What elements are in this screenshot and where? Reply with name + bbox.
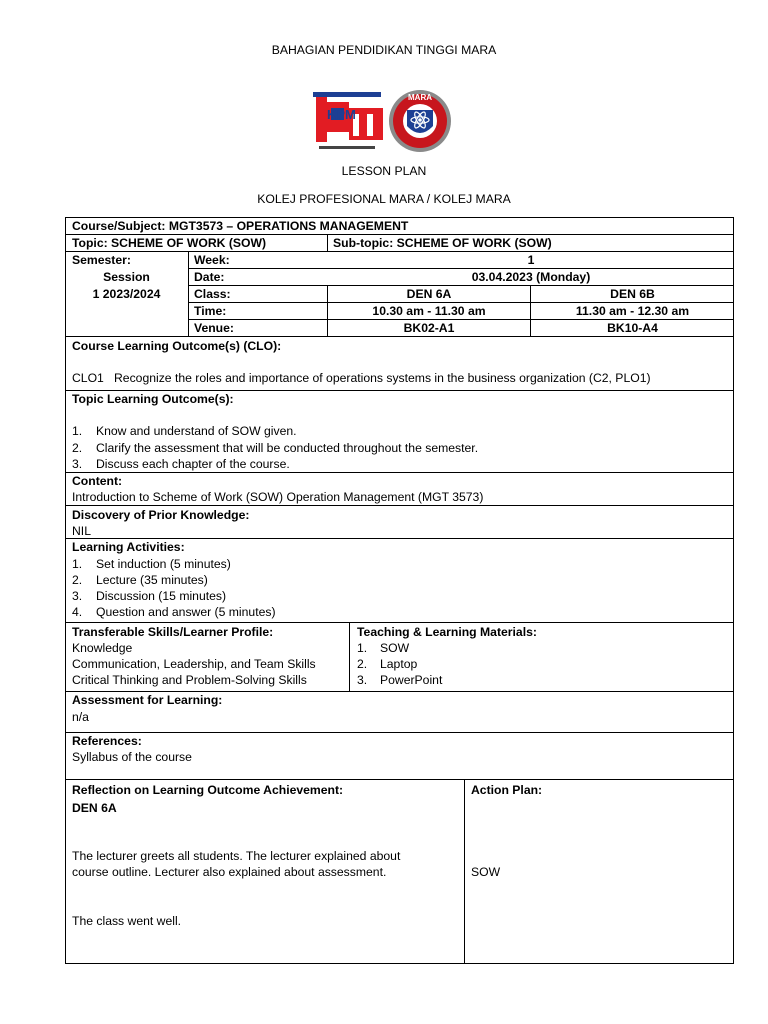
list-item: Know and understand of SOW given.	[96, 424, 297, 438]
list-item: Set induction (5 minutes)	[96, 557, 231, 571]
kpm-logo	[313, 92, 383, 149]
list-item: Discuss each chapter of the course.	[96, 457, 290, 471]
list-item: Clarify the assessment that will be conducted throughout the semester.	[96, 441, 479, 455]
reflection-text: The lecturer greets all students. The lecturer explained about	[72, 849, 401, 863]
references-label: References:	[72, 734, 142, 748]
action-plan-text: SOW	[471, 865, 501, 879]
references-text: Syllabus of the course	[72, 750, 192, 764]
prior-knowledge-label: Discovery of Prior Knowledge:	[72, 508, 250, 522]
list-item: Communication, Leadership, and Team Skills	[72, 657, 316, 671]
list-item-number: 1.	[72, 424, 83, 438]
list-item-number: 1.	[357, 641, 368, 655]
reflection-class: DEN 6A	[72, 801, 117, 815]
week-value: 1	[527, 253, 535, 267]
list-item-number: 4.	[72, 605, 83, 619]
list-item-number: 3.	[357, 673, 368, 687]
reflection-text: course outline. Lecturer also explained about assessment.	[72, 865, 387, 879]
session-label: Session	[103, 270, 150, 284]
date-label: Date:	[194, 270, 225, 284]
college-name: KOLEJ PROFESIONAL MARA / KOLEJ MARA	[257, 192, 511, 206]
list-item: Laptop	[380, 657, 418, 671]
topic: Topic: SCHEME OF WORK (SOW)	[72, 236, 267, 250]
list-item: Critical Thinking and Problem-Solving Skills	[72, 673, 307, 687]
time-b: 11.30 am - 12.30 am	[575, 304, 690, 318]
mara-logo	[389, 90, 451, 152]
semester-label: Semester:	[72, 253, 131, 267]
tlo-label: Topic Learning Outcome(s):	[72, 392, 234, 406]
list-item-number: 2.	[357, 657, 368, 671]
materials-label: Teaching & Learning Materials:	[357, 625, 537, 639]
venue-b: BK10-A4	[607, 321, 658, 335]
document-title: LESSON PLAN	[341, 164, 427, 178]
venue-label: Venue:	[194, 321, 234, 335]
list-item: SOW	[380, 641, 410, 655]
list-item: Lecture (35 minutes)	[96, 573, 208, 587]
svg-text:KPM: KPM	[327, 107, 356, 122]
skills-label: Transferable Skills/Learner Profile:	[72, 625, 274, 639]
clo-label: Course Learning Outcome(s) (CLO):	[72, 339, 282, 353]
course-subject: Course/Subject: MGT3573 – OPERATIONS MANAGEMENT	[72, 219, 409, 233]
date-value: 03.04.2023 (Monday)	[471, 270, 591, 284]
clo-code: CLO1	[72, 371, 104, 385]
list-item-number: 3.	[72, 457, 83, 471]
class-label: Class:	[194, 287, 231, 301]
action-plan-label: Action Plan:	[471, 783, 543, 797]
clo-text: Recognize the roles and importance of operations systems in the business organization (C2, PLO1)	[114, 371, 651, 385]
sub-topic: Sub-topic: SCHEME OF WORK (SOW)	[333, 236, 552, 250]
class-b: DEN 6B	[610, 287, 655, 301]
list-item: Discussion (15 minutes)	[96, 589, 227, 603]
assessment-label: Assessment for Learning:	[72, 693, 223, 707]
list-item-number: 2.	[72, 573, 83, 587]
list-item-number: 1.	[72, 557, 83, 571]
class-a: DEN 6A	[406, 287, 452, 301]
reflection-label: Reflection on Learning Outcome Achievement:	[72, 783, 344, 797]
list-item-number: 3.	[72, 589, 83, 603]
college-logos	[313, 88, 455, 158]
activities-label: Learning Activities:	[72, 540, 185, 554]
organization-heading: BAHAGIAN PENDIDIKAN TINGGI MARA	[271, 43, 497, 57]
venue-a: BK02-A1	[403, 321, 455, 335]
content-label: Content:	[72, 474, 123, 488]
list-item-number: 2.	[72, 441, 83, 455]
svg-text:MARA: MARA	[408, 93, 432, 102]
prior-knowledge-text: NIL	[72, 524, 91, 538]
reflection-text: The class went well.	[72, 914, 182, 928]
time-label: Time:	[194, 304, 227, 318]
list-item: Question and answer (5 minutes)	[96, 605, 276, 619]
list-item: PowerPoint	[380, 673, 443, 687]
content-text: Introduction to Scheme of Work (SOW) Operation Management (MGT 3573)	[72, 490, 484, 504]
list-item: Knowledge	[72, 641, 133, 655]
session-value: 1 2023/2024	[92, 287, 161, 301]
week-label: Week:	[194, 253, 230, 267]
assessment-text: n/a	[72, 710, 89, 724]
time-a: 10.30 am - 11.30 am	[372, 304, 486, 318]
